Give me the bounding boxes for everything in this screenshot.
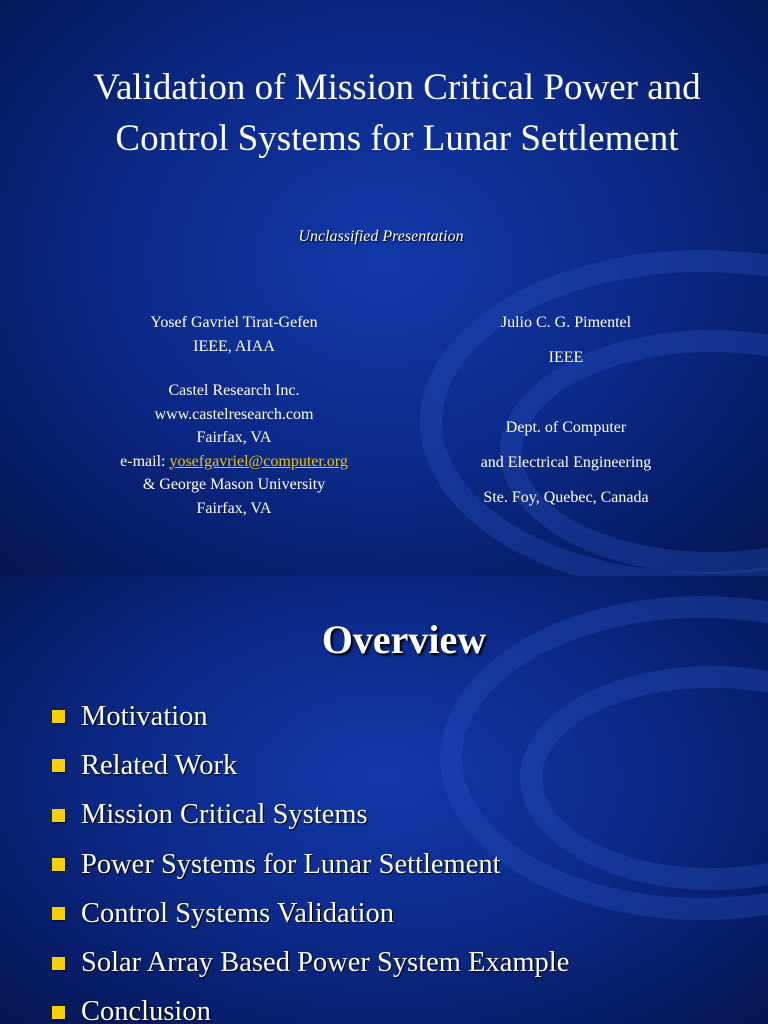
author2-name: Julio C. G. Pimentel <box>500 314 632 331</box>
square-bullet-icon <box>52 1006 65 1019</box>
author2-location: Ste. Foy, Quebec, Canada <box>483 489 649 506</box>
list-item <box>52 938 569 987</box>
author1-website: www.castelresearch.com <box>154 405 314 423</box>
slide-subtitle: Unclassified Presentation <box>298 228 464 245</box>
author1-city2: Fairfax, VA <box>196 499 272 517</box>
author2-dept-line1: Dept. of Computer <box>505 419 627 436</box>
spacer <box>84 358 384 379</box>
square-bullet-icon <box>52 858 65 871</box>
list-item <box>52 791 569 840</box>
square-bullet-icon <box>52 710 65 723</box>
bullet-text: Motivation <box>81 700 208 732</box>
slide-title: Overview <box>321 617 487 662</box>
square-bullet-icon <box>52 907 65 920</box>
author2-dept-line2: and Electrical Engineering <box>480 454 652 471</box>
bullet-text: Mission Critical Systems <box>81 799 368 831</box>
email-link[interactable]: yosefgavriel@computer.org <box>169 452 348 470</box>
author1-city: Fairfax, VA <box>196 429 272 446</box>
bullet-text: Related Work <box>81 749 238 781</box>
bullet-list <box>52 692 569 1024</box>
author2-block <box>426 305 706 515</box>
spacer <box>426 375 706 410</box>
author2-affiliation: IEEE <box>548 349 584 366</box>
square-bullet-icon <box>52 957 65 970</box>
list-item <box>52 840 569 889</box>
list-item <box>52 741 569 790</box>
author1-name: Yosef Gavriel Tirat-Gefen <box>150 314 318 331</box>
bullet-text: Conclusion <box>81 996 211 1024</box>
square-bullet-icon <box>52 759 65 772</box>
list-item <box>52 988 569 1024</box>
author1-affiliation: IEEE, AIAA <box>193 337 275 355</box>
author1-org2: & George Mason University <box>142 476 326 493</box>
bullet-text: Solar Array Based Power System Example <box>81 947 570 979</box>
slide-title: Validation of Mission Critical Power and Control Systems for Lunar Settlement <box>93 67 701 159</box>
list-item <box>52 692 569 741</box>
overview-slide <box>0 576 768 1024</box>
email-label: e-mail: <box>120 452 170 470</box>
author1-block <box>84 311 384 520</box>
square-bullet-icon <box>52 809 65 822</box>
bullet-text: Control Systems Validation <box>81 897 394 929</box>
author1-email-line <box>84 450 384 474</box>
bullet-text: Power Systems for Lunar Settlement <box>81 848 501 880</box>
list-item <box>52 889 569 938</box>
author1-org: Castel Research Inc. <box>168 382 300 399</box>
